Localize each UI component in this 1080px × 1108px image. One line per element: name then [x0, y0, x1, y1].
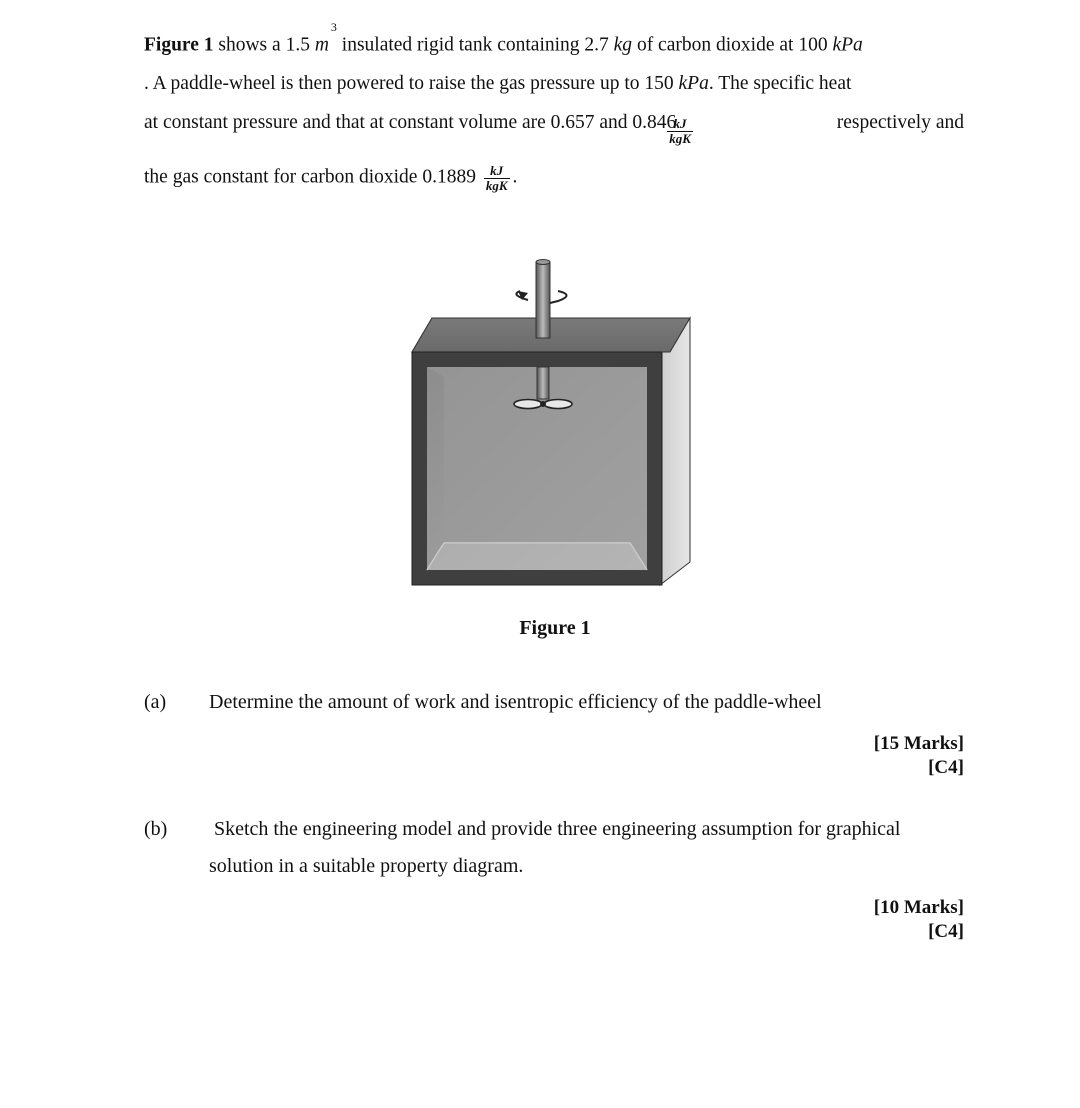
question-a-text: Determine the amount of work and isentropic efficiency of the paddle-wheel — [209, 691, 822, 713]
question-b-text-line-1: Sketch the engineering model and provide three engineering assumption for graphical — [214, 818, 901, 840]
marks-value: [10 Marks] — [873, 897, 964, 918]
course-outcome-code: [C4] — [928, 756, 964, 778]
course-outcome-code: [C4] — [928, 920, 964, 942]
question-a-marks — [874, 732, 964, 780]
intro-line-2: . A paddle-wheel is then powered to raise the gas pressure up to 150 kPa. The specific heat — [144, 73, 852, 94]
intro-line-4: the gas constant for carbon dioxide 0.1889 $\frac{kJ}{\text{kgK}}$ . — [144, 163, 518, 193]
question-b-text-line-2: solution in a suitable property diagram. — [209, 855, 524, 877]
question-b-label: (b) — [144, 818, 168, 840]
intro-line-1: Figure 1 shows a 1.5 $m^3$ insulated rigid tank containing 2.7 kg of carbon dioxide at 100 kPa — [144, 20, 863, 56]
marks-value: [15 Marks] — [873, 733, 964, 754]
tank-side-face — [660, 318, 690, 585]
intro-line-3: at constant pressure and that at constant volume are 0.657 and 0.846 $\frac{kJ}{\text{kgK}}$ respectively and — [144, 112, 964, 146]
paddle-shaft — [536, 262, 550, 338]
tank-figure — [400, 255, 700, 595]
figure-caption: Figure 1 — [519, 617, 591, 639]
unit-fraction: $\frac{kJ}{\text{kgK}}$ — [669, 116, 691, 146]
question-b-marks — [874, 896, 964, 944]
question-a-label: (a) — [144, 691, 167, 713]
figure-reference: Figure 1 — [144, 34, 214, 56]
unit-fraction: $\frac{kJ}{\text{kgK}}$ — [485, 163, 508, 193]
